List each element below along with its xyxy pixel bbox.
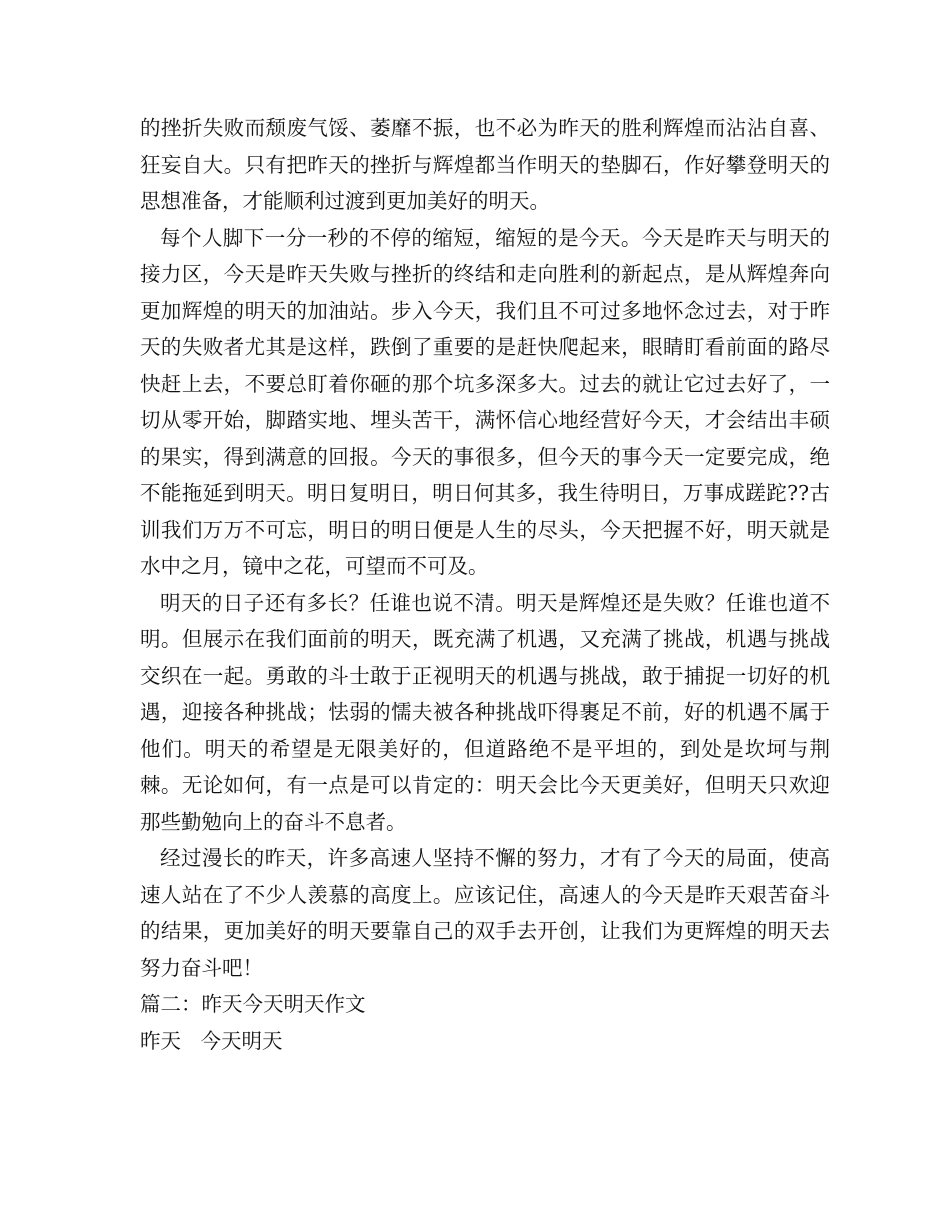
section-subheading: 昨天 今天明天 [140, 1028, 283, 1053]
paragraph-conclusion: 经过漫长的昨天，许多高速人坚持不懈的努力，才有了今天的局面，使高速人站在了不少人羡慕的高度上。应该记住，高速人的今天是昨天艰苦奋斗的结果，更加美好的明天要靠自己的双手去开创，让我们为更辉煌的明天去努力奋斗吧！ [140, 846, 830, 980]
paragraph-continuation: 的挫折失败而颓废气馁、萎靡不振，也不必为昨天的胜利辉煌而沾沾自喜、狂妄自大。只有把昨天的挫折与辉煌都当作明天的垫脚石，作好攀登明天的思想准备，才能顺利过渡到更加美好的明天。 [140, 116, 830, 213]
section-heading: 篇二：昨天今天明天作文 [140, 992, 366, 1016]
paragraph-tomorrow: 明天的日子还有多长？任谁也说不清。明天是辉煌还是失败？任谁也道不明。但展示在我们面前的明天，既充满了机遇，又充满了挑战，机遇与挑战交织在一起。勇敢的斗士敢于正视明天的机遇与挑战，敢于捕捉一切好的机遇，迎接各种挑战；怯弱的懦夫被各种挑战吓得裹足不前，好的机遇不属于他们。明天的希望是无限美好的，但道路绝不是平坦的，到处是坎坷与荆棘。无论如何，有一点是可以肯定的：明天会比今天更美好，但明天只欢迎那些勤勉向上的奋斗不息者。 [140, 590, 830, 834]
document-body [140, 110, 830, 1059]
paragraph-today: 每个人脚下一分一秒的不停的缩短，缩短的是今天。今天是昨天与明天的接力区，今天是昨天失败与挫折的终结和走向胜利的新起点，是从辉煌奔向更加辉煌的明天的加油站。步入今天，我们且不可过多地怀念过去，对于昨天的失败者尤其是这样，跌倒了重要的是赶快爬起来，眼睛盯看前面的路尽快赶上去，不要总盯着你砸的那个坑多深多大。过去的就让它过去好了，一切从零开始，脚踏实地、埋头苦干，满怀信心地经营好今天，才会结出丰硕的果实，得到满意的回报。今天的事很多，但今天的事今天一定要完成，绝不能拖延到明天。明日复明日，明日何其多，我生待明日，万事成蹉跎??古训我们万万不可忘，明日的明日便是人生的尽头，今天把握不好，明天就是水中之月，镜中之花，可望而不可及。 [140, 225, 830, 578]
